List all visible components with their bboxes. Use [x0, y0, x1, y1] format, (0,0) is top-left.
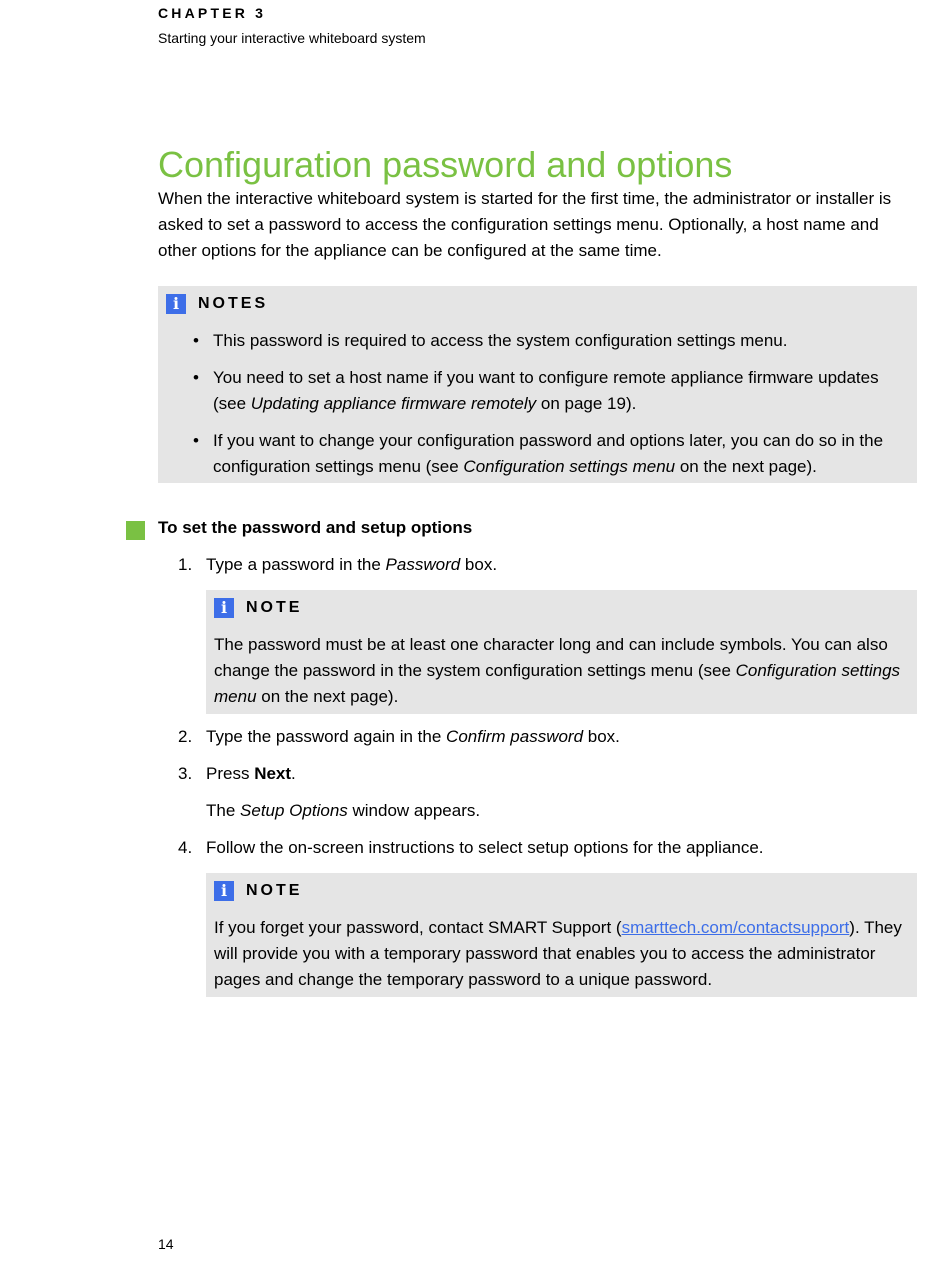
- cross-reference: Updating appliance firmware remotely: [250, 394, 537, 413]
- step-text: Type a password in the Password box.: [206, 555, 498, 574]
- procedure-marker-icon: [126, 521, 145, 540]
- info-icon: i: [214, 881, 234, 901]
- info-icon: i: [214, 598, 234, 618]
- list-item: • This password is required to access the system configuration settings menu.: [193, 328, 893, 354]
- notes-box: [158, 286, 917, 483]
- step-result-text: The Setup Options window appears.: [206, 801, 481, 820]
- info-icon: i: [166, 294, 186, 314]
- note-text: The password must be at least one character long and can include symbols. You can also change the password in the system configuration settings menu (see Configuration settings menu on the next page).: [214, 635, 901, 706]
- chapter-label: CHAPTER 3: [158, 5, 267, 21]
- step-number: 3.: [178, 764, 193, 783]
- step-number: 4.: [178, 838, 193, 857]
- step-text: Press Next.: [206, 764, 296, 783]
- step-number: 1.: [178, 555, 193, 574]
- note-heading: NOTE: [246, 882, 303, 899]
- step-number: 2.: [178, 727, 193, 746]
- chapter-title: Starting your interactive whiteboard system: [158, 30, 426, 46]
- procedure-heading: To set the password and setup options: [158, 518, 473, 537]
- note-box: [206, 590, 917, 714]
- step-text: Follow the on-screen instructions to select setup options for the appliance.: [206, 838, 764, 857]
- note-header: [214, 881, 302, 901]
- notes-header: [166, 294, 268, 314]
- notes-list: [193, 328, 893, 491]
- note-box: [206, 873, 917, 997]
- support-link[interactable]: smarttech.com/contactsupport: [621, 918, 850, 937]
- intro-paragraph: When the interactive whiteboard system is started for the first time, the administrator or installer is asked to set a password to access the configuration settings menu. Optionally, a host name and other options for the appliance can be configured at the same time.: [158, 189, 892, 260]
- section-title: Configuration password and options: [158, 144, 733, 185]
- note-text: If you forget your password, contact SMART Support (smarttech.com/contactsupport). They will provide you with a temporary password that enables you to access the administrator pages and change the temporary password to a unique password.: [214, 918, 902, 989]
- note-heading: NOTE: [246, 599, 303, 616]
- list-item: • If you want to change your configuration password and options later, you can do so in the configuration settings menu (see Configuration settings menu on the next page).: [193, 428, 893, 480]
- cross-reference: Configuration settings menu: [214, 661, 901, 706]
- step-text: Type the password again in the Confirm password box.: [206, 727, 620, 746]
- page-number: 14: [158, 1236, 174, 1252]
- list-item: • You need to set a host name if you want to configure remote appliance firmware updates (see Updating appliance firmware remotely on page 19).: [193, 365, 893, 417]
- notes-heading: NOTES: [198, 295, 269, 312]
- note-header: [214, 598, 302, 618]
- cross-reference: Configuration settings menu: [463, 457, 676, 476]
